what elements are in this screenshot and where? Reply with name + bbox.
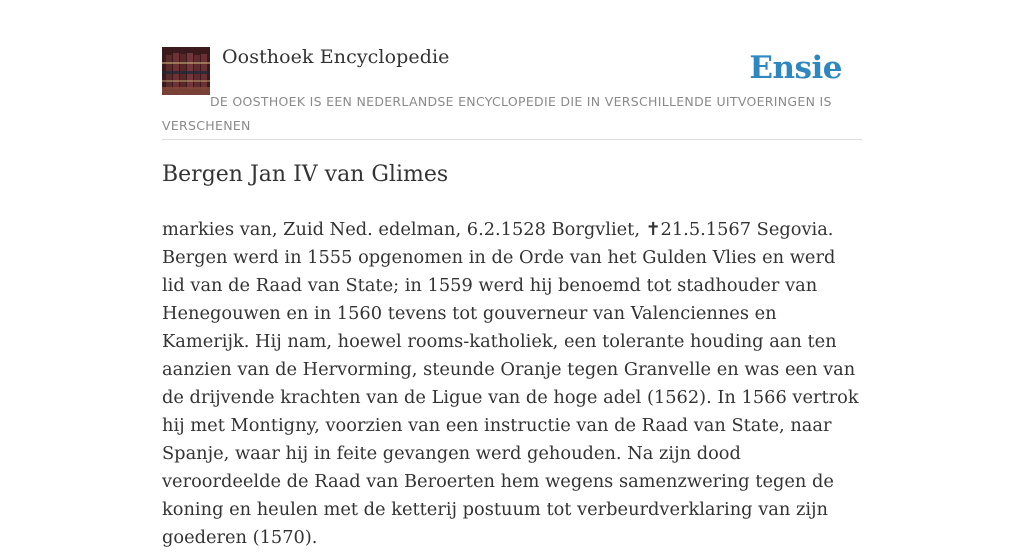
header-divider xyxy=(162,139,862,140)
article-title: Bergen Jan IV van Glimes xyxy=(162,162,449,187)
encyclopedia-books-icon[interactable] xyxy=(162,47,210,95)
site-name[interactable]: Oosthoek Encyclopedie xyxy=(222,46,450,68)
brand-logo[interactable]: Ensie xyxy=(749,50,842,86)
article-body: markies van, Zuid Ned. edelman, 6.2.1528 Borgvliet, ✝21.5.1567 Segovia. Bergen werd in 1555 opgenomen in de Orde van het Gulden Vlies en werd lid van de Raad van State; in 1559 werd hij benoemd tot stadhouder van Henegouwen en in 1560 tevens tot gouverneur van Valenciennes en Kamerijk. Hij nam, hoewel rooms-katholiek, een tolerante houding aan ten aanzien van de Hervorming, steunde Oranje tegen Granvelle en was een van de drijvende krachten van de Ligue van de hoge adel (1562). In 1566 vertrok hij met Montigny, voorzien van een instructie van de Raad van State, naar Spanje, waar hij in feite gevangen werd gehouden. Na zijn dood veroordeelde de Raad van Beroerten hem wegens samenzwering tegen de koning en heulen met de ketterij postuum tot verbeurdverklaring van zijn goederen (1570). xyxy=(162,219,859,548)
site-header xyxy=(162,44,862,140)
site-tagline: DE OOSTHOEK IS EEN NEDERLANDSE ENCYCLOPEDIE DIE IN VERSCHILLENDE UITVOERINGEN IS VERSCHENEN xyxy=(162,94,832,133)
